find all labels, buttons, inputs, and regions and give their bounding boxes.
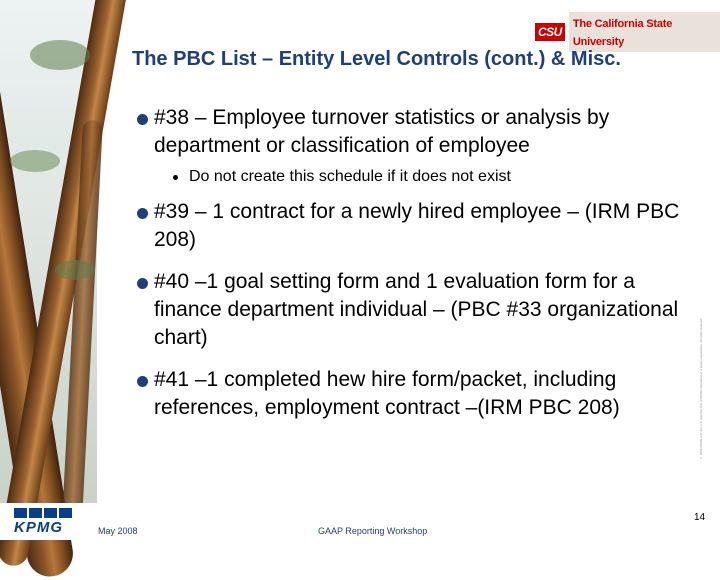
foliage	[10, 150, 60, 172]
sub-bullet-text: Do not create this schedule if it does not exist	[189, 168, 511, 185]
bullet-item	[135, 198, 690, 254]
csu-mark: CSU	[535, 23, 565, 41]
slide-title: The PBC List – Entity Level Controls (cont.) & Misc.	[132, 48, 621, 70]
slide-content	[135, 104, 690, 422]
foliage	[55, 260, 95, 280]
bullet-text: #41 –1 completed hew hire form/packet, including references, employment contract –(IRM PBC 208)	[154, 368, 620, 419]
footer-event-name: GAAP Reporting Workshop	[318, 526, 428, 536]
bullet-dot-icon	[137, 278, 148, 289]
bullet-item	[135, 268, 690, 352]
kpmg-logo	[14, 508, 74, 536]
bullet-dot-icon	[137, 376, 148, 387]
bullet-text: #40 –1 goal setting form and 1 evaluation form for a finance department individual – (PBC #33 organizational chart)	[154, 270, 679, 349]
sub-bullet-dot-icon	[173, 175, 178, 180]
bullet-item	[135, 104, 690, 160]
bullet-text: #39 – 1 contract for a newly hired employee – (IRM PBC 208)	[154, 200, 680, 251]
bullet-text: #38 – Employee turnover statistics or analysis by department or classification of employee	[154, 106, 610, 157]
csu-logo	[535, 12, 720, 52]
bullet-dot-icon	[137, 114, 148, 125]
bullet-dot-icon	[137, 208, 148, 219]
foliage	[30, 40, 90, 70]
sub-bullet-item	[135, 166, 690, 188]
page-number: 14	[694, 512, 706, 523]
csu-name: The California State University	[572, 18, 673, 48]
bullet-item	[135, 366, 690, 422]
decorative-tree-photo	[0, 0, 97, 503]
kpmg-wordmark: KPMG	[14, 519, 63, 536]
kpmg-squares-icon	[14, 508, 74, 518]
footer-date: May 2008	[98, 526, 138, 536]
copyright-side-note: © 2008 KPMG LLP, the U.S. member firm of KPMG International, a Swiss cooperative. All rights reserved.	[699, 317, 703, 460]
